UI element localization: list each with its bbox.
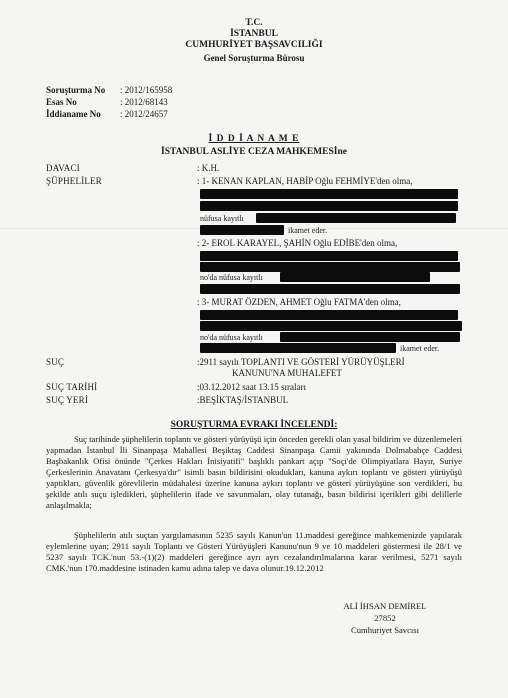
header-office: CUMHURİYET BAŞSAVCILIĞI [185, 40, 323, 50]
crime-place-label: SUÇ YERİ [46, 395, 89, 405]
redaction-bar [200, 310, 458, 320]
court-name [0, 147, 508, 157]
meta-esas-no [46, 97, 168, 108]
redaction-bar [200, 321, 462, 331]
meta-value: : 2012/24657 [120, 109, 168, 119]
court-suffix: ne [337, 147, 347, 157]
meta-value: : 2012/165958 [120, 85, 173, 95]
meta-value: : 2012/68143 [120, 97, 168, 107]
suspect-3-residence: ikamet eder. [400, 344, 440, 353]
plaintiff-value: : K.H. [197, 163, 220, 173]
meta-label: Esas No [46, 97, 77, 107]
meta-label: İddianame No [46, 109, 101, 119]
redaction-bar [200, 343, 396, 353]
meta-label: Soruşturma No [46, 85, 106, 95]
suspects-label: ŞÜPHELİLER [46, 176, 102, 186]
meta-investigation-no [46, 85, 172, 96]
meta-indictment-no [46, 109, 168, 120]
redaction-bar [256, 213, 456, 223]
header-bureau: Genel Soruşturma Bürosu [203, 53, 305, 63]
suspect-2-registry: no'da nüfusa kayıtlı [200, 273, 263, 282]
paragraph-request: Şüphelilerin atılı suçtan yargılamasının 5235 sayılı Kanun'un 11.maddesi gereğince mahkemenizde yapılarak eylemlerine uyan; 2911 sayılı Toplantı ve Gösteri Yürüyüşleri Kanunu'nun 9 ve 10 maddeleri göstermesi ile 28/1 ve 5237 sayılı TCK.'nun 53.-(1)(2) maddeleri gereğince ayrı ayrı cezalandırılmalarına karar verilmesi, 5271 sayılı CMK.'nun 170.maddesine istinaden kamu adına talep ve dava olunur.19.12.2012 [46, 530, 462, 573]
redaction-bar [200, 251, 458, 261]
crime-place-value: :BEŞİKTAŞ/İSTANBUL [197, 395, 289, 405]
plaintiff-label: DAVACI [46, 163, 80, 173]
section-title-text: SORUŞTURMA EVRAKI İNCELENDİ: [170, 420, 338, 430]
redaction-bar [200, 225, 284, 235]
prosecutor-title: Cumhuriyet Savcısı [350, 625, 420, 635]
crime-date-value: :03.12.2012 saat 13.15 sıraları [197, 382, 306, 392]
redaction-bar [200, 284, 460, 294]
redaction-bar [200, 262, 460, 272]
header-tc: T.C. [245, 18, 263, 28]
suspect-2-line: : 2- EROL KARAYEL, ŞAHİN Oğlu EDİBE'den olma, [197, 238, 398, 248]
crime-label: SUÇ [46, 357, 65, 367]
crime-date-label: SUÇ TARİHİ [46, 382, 98, 392]
section-title [0, 420, 508, 430]
suspect-1-registry: nüfusa kayıtlı [200, 214, 244, 223]
suspect-1-line: : 1- KENAN KAPLAN, HABİP Oğlu FEHMİYE'den olma, [197, 176, 413, 186]
redaction-bar [200, 201, 458, 211]
paragraph-facts: Suç tarihinde şüphelilerin toplantı ve gösteri yürüyüşü için önceden gerekli olan yasal bildirim ve düzenlemeleri yapmadan İstanbul İli Sinanpaşa Mahallesi Beşiktaş Caddesi Sinanpaşa Camii yakınında Dolmabahçe Caddesi Başbakanlık Ofisi önünde "Çerkes Hakları İnisiyatifi" başlıklı pankart açıp "Soçi'de Olimpiyatlara Hayır, Suriye Çerkeslerinin Anavatanı Çerkesya'dır" isimli basın bildirisini okudukları, kanuna aykırı toplantı ve gösteri yürüyüşü yaptıkları, güvenlik görevlilerin müdahalesi üzerine kanuna aykırı toplantı ve gösteri yürüyüşüne son verdikleri, bu şekilde atılı suçu işledikleri, şüphelilerin ifade ve savunmaları, olay tutanağı, basın bildirisi içerikleri gibi delillerle anlaşılmakla; [46, 434, 462, 510]
prosecutor-name: ALİ İHSAN DEMİREL [343, 601, 427, 611]
crime-line-2: KANUNU'NA MUHALEFET [232, 368, 342, 378]
header-city: İSTANBUL [230, 29, 278, 39]
suspect-3-registry: no'da nüfusa kayıtlı [200, 333, 263, 342]
court-text: İSTANBUL ASLİYE CEZA MAHKEMESİ [161, 147, 338, 157]
suspect-1-residence: ikamet eder. [288, 226, 328, 235]
document-title [0, 134, 508, 144]
suspect-3-line: : 3- MURAT ÖZDEN, AHMET Oğlu FATMA'den olma, [197, 297, 401, 307]
redaction-bar [280, 272, 430, 282]
prosecutor-number: 27852 [374, 613, 396, 623]
redaction-bar [200, 189, 458, 199]
crime-line-1: :2911 sayılı TOPLANTI VE GÖSTERİ YÜRÜYÜŞLERİ [197, 357, 405, 367]
redaction-bar [280, 332, 460, 342]
title-text: İ D D İ A N A M E [208, 134, 300, 144]
